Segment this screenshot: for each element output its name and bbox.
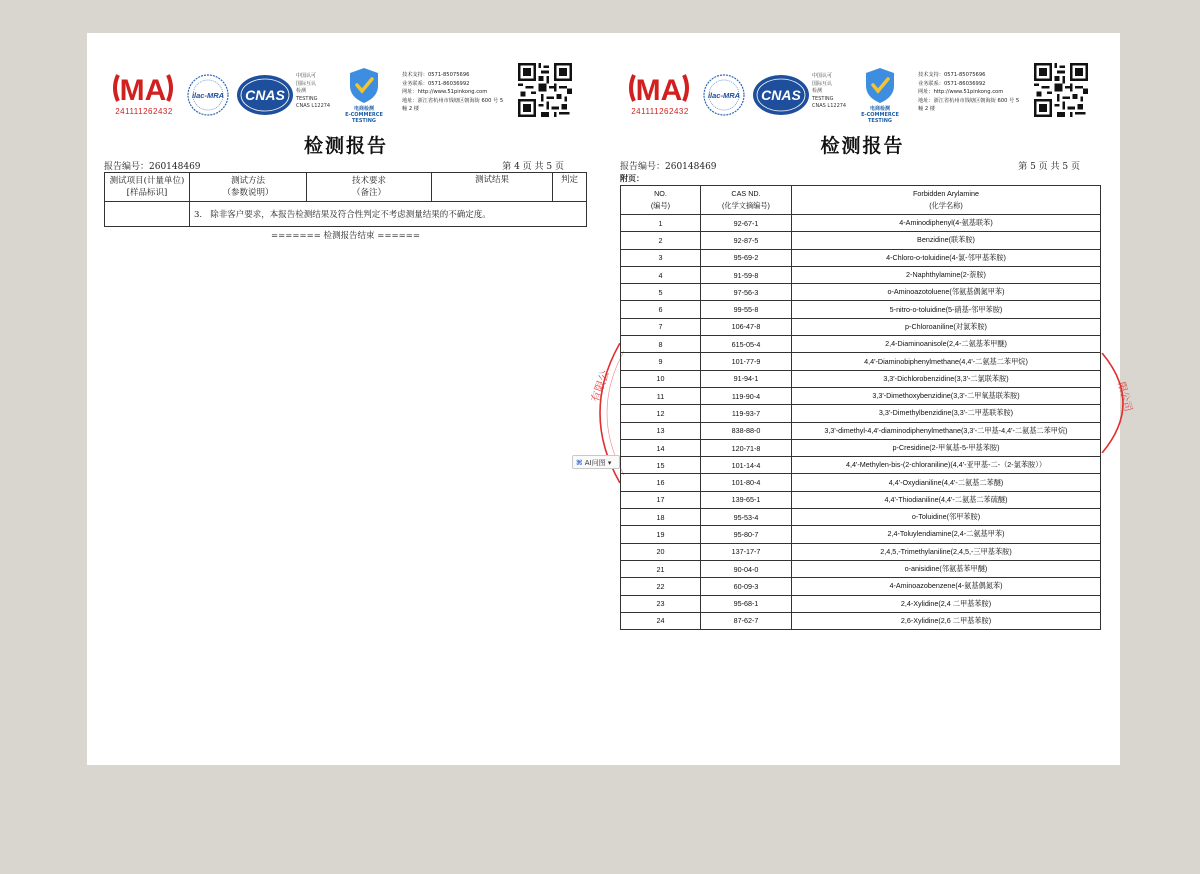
cas-number: 95-80-7 (701, 526, 792, 543)
test-results-table (104, 172, 587, 227)
table-row (621, 457, 1101, 474)
chemical-name: p-Cresidine(2-甲氧基-5-甲基苯胺) (792, 439, 1101, 456)
cnas-logo (752, 73, 810, 117)
cas-number: 91-59-8 (701, 266, 792, 283)
table-header-row (621, 186, 1101, 215)
cas-number: 95-68-1 (701, 595, 792, 612)
cma-logo (626, 71, 692, 105)
row-number: 10 (621, 370, 701, 387)
column-header: Forbidden Arylamine (化学名称) (792, 186, 1101, 215)
table-row (621, 336, 1101, 353)
cma-logo (110, 71, 176, 105)
qr-code[interactable] (1034, 63, 1088, 117)
row-number: 23 (621, 595, 701, 612)
chemical-name: 2,4-Diaminoanisole(2,4-二氨基苯甲醚) (792, 336, 1101, 353)
svg-text:限公司: 限公司 (1115, 380, 1134, 413)
ecommerce-testing-badge: 电商检测 E-COMMERCE TESTING (854, 66, 906, 118)
chemical-name: 3,3'-Dimethoxybenzidine(3,3'-二甲氧基联苯胺) (792, 387, 1101, 404)
row-number: 4 (621, 266, 701, 283)
report-header (104, 63, 588, 123)
shield-check-icon (854, 66, 906, 106)
cas-number: 106-47-8 (701, 318, 792, 335)
row-number: 22 (621, 578, 701, 595)
row-number: 21 (621, 560, 701, 577)
appendix-label: 附页： (620, 173, 644, 183)
accreditation-text: 中国认可 国际互认 检测 TESTING CNAS L12274 (296, 73, 331, 109)
cas-number: 139-65-1 (701, 491, 792, 508)
document-sheet (87, 33, 1134, 765)
table-row (621, 370, 1101, 387)
chemical-name: o-anisidine(邻氨基苯甲醚) (792, 560, 1101, 577)
cas-number: 92-67-1 (701, 215, 792, 232)
chemical-name: 4-Aminoazobenzene(4-氨基偶氮苯) (792, 578, 1101, 595)
contact-info: 技术支持：0571-85075696 业务联系：0571-86036992 网址：http://www.51pinkong.com 地址：浙江省杭州市钱塘区朝海街 600 号 5 幢 2 楼 (402, 72, 504, 113)
table-row (621, 301, 1101, 318)
cas-number: 97-56-3 (701, 284, 792, 301)
chemical-name: 4,4'-Thiodianiline(4,4'-二氨基二苯硫醚) (792, 491, 1101, 508)
row-number: 14 (621, 439, 701, 456)
cma-text: MA (635, 74, 683, 105)
report-page-4 (104, 33, 613, 765)
page-indicator: 第 4 页 共 5 页 (502, 162, 564, 172)
ecommerce-testing-badge: 电商检测 E-COMMERCE TESTING (338, 66, 390, 118)
report-page-5 (620, 33, 1134, 765)
table-row (621, 526, 1101, 543)
table-row (621, 491, 1101, 508)
chemical-name: 4-Chloro-o-toluidine(4-氯-邻甲基苯胺) (792, 249, 1101, 266)
ai-image-query-button[interactable]: ⌘ AI问图 ▾ (572, 455, 620, 469)
ai-icon: ⌘ (576, 459, 583, 467)
report-number: 报告编号：260148469 (104, 162, 201, 172)
table-row (621, 509, 1101, 526)
chemical-name: 4-Aminodiphenyl(4-氨基联苯) (792, 215, 1101, 232)
cas-number: 90-04-0 (701, 560, 792, 577)
row-number: 11 (621, 387, 701, 404)
cas-number: 92-87-5 (701, 232, 792, 249)
cas-number: 87-62-7 (701, 612, 792, 629)
table-row (621, 232, 1101, 249)
chemical-name: 2,4-Xylidine(2,4 二甲基苯胺) (792, 595, 1101, 612)
chemical-name: 2,4,5,-Trimethylaniline(2,4,5,-三甲基苯胺) (792, 543, 1101, 560)
row-number: 7 (621, 318, 701, 335)
row-number: 2 (621, 232, 701, 249)
end-of-report-mark: ======= 检测报告结束 ====== (271, 231, 420, 241)
chemical-name: o-Aminoazotoluene(邻氨基偶氮甲苯) (792, 284, 1101, 301)
cma-number: 241111262432 (631, 107, 689, 116)
column-header: 测试项目(计量单位) [样品标识] (105, 173, 190, 202)
chevron-down-icon: ▾ (607, 459, 612, 467)
table-row (621, 353, 1101, 370)
table-row (621, 215, 1101, 232)
table-row (621, 405, 1101, 422)
chemical-name: 4,4'-Oxydianiline(4,4'-二氨基二苯醚) (792, 474, 1101, 491)
cas-number: 615-05-4 (701, 336, 792, 353)
column-header: 技术要求 （备注） (307, 173, 432, 202)
row-number: 8 (621, 336, 701, 353)
seal-stamp-fragment (1100, 353, 1140, 453)
table-row (621, 249, 1101, 266)
cnas-text: CNAS (245, 87, 285, 103)
cas-number: 137-17-7 (701, 543, 792, 560)
chemical-name: 2,6-Xylidine(2,6 二甲基苯胺) (792, 612, 1101, 629)
row-number: 24 (621, 612, 701, 629)
cas-number: 120-71-8 (701, 439, 792, 456)
cas-number: 101-77-9 (701, 353, 792, 370)
cas-number: 99-55-8 (701, 301, 792, 318)
row-number: 19 (621, 526, 701, 543)
ilac-mra-logo (702, 73, 746, 117)
table-row (621, 595, 1101, 612)
chemical-name: 4,4'-Diaminobiphenylmethane(4,4'-二氨基二苯甲烷) (792, 353, 1101, 370)
forbidden-arylamine-table (620, 185, 1101, 630)
column-header: 测试结果 (432, 173, 553, 202)
table-row (621, 474, 1101, 491)
chemical-name: 3,3'-Dimethylbenzidine(3,3'-二甲基联苯胺) (792, 405, 1101, 422)
table-row (621, 266, 1101, 283)
ilac-mra-logo (186, 73, 230, 117)
table-row (621, 439, 1101, 456)
chemical-name: 4,4'-Methylen-bis-(2-chloraniline)(4,4'-亚甲基-二-（2-氯苯胺）） (792, 457, 1101, 474)
cas-number: 95-69-2 (701, 249, 792, 266)
chemical-name: Benzidine(联苯胺) (792, 232, 1101, 249)
column-header: 判定 (553, 173, 587, 202)
ilac-text: ilac-MRA (191, 91, 225, 100)
table-row (621, 387, 1101, 404)
report-title: 检测报告 (303, 135, 388, 157)
cas-number: 101-14-4 (701, 457, 792, 474)
ilac-text: ilac-MRA (707, 91, 741, 100)
row-number: 1 (621, 215, 701, 232)
uncertainty-note: 3. 除非客户要求，本报告检测结果及符合性判定不考虑测量结果的不确定度。 (190, 202, 587, 227)
page-indicator: 第 5 页 共 5 页 (1018, 162, 1080, 172)
cas-number: 119-93-7 (701, 405, 792, 422)
row-number: 5 (621, 284, 701, 301)
table-row (621, 422, 1101, 439)
accreditation-text: 中国认可 国际互认 检测 TESTING CNAS L12274 (812, 73, 847, 109)
cma-text: MA (119, 74, 167, 105)
table-row (621, 612, 1101, 629)
table-row (621, 284, 1101, 301)
table-row (621, 543, 1101, 560)
svg-text:有限公: 有限公 (588, 368, 613, 405)
report-title: 检测报告 (820, 135, 905, 157)
table-header-row (105, 173, 587, 202)
table-row (621, 560, 1101, 577)
report-number: 报告编号：260148469 (620, 162, 717, 172)
chemical-name: p-Chloroaniline(对氯苯胺) (792, 318, 1101, 335)
table-row (105, 202, 587, 227)
cnas-logo (236, 73, 294, 117)
chemical-name: 2,4-Toluylendiamine(2,4-二氨基甲苯) (792, 526, 1101, 543)
row-number: 16 (621, 474, 701, 491)
row-number: 9 (621, 353, 701, 370)
table-body (621, 215, 1101, 630)
column-header: NO. (编号) (621, 186, 701, 215)
column-header: CAS ND. (化学文摘编号) (701, 186, 792, 215)
cas-number: 95-53-4 (701, 509, 792, 526)
row-number: 6 (621, 301, 701, 318)
row-number: 13 (621, 422, 701, 439)
table-row (621, 578, 1101, 595)
cas-number: 119-90-4 (701, 387, 792, 404)
contact-info: 技术支持：0571-85075696 业务联系：0571-86036992 网址：http://www.51pinkong.com 地址：浙江省杭州市钱塘区朝海街 600 号 5 幢 2 楼 (918, 72, 1020, 113)
cnas-text: CNAS (761, 87, 801, 103)
cas-number: 838-88-0 (701, 422, 792, 439)
report-header (620, 63, 1105, 123)
cas-number: 60-09-3 (701, 578, 792, 595)
row-number: 18 (621, 509, 701, 526)
qr-code[interactable] (518, 63, 572, 117)
cma-number: 241111262432 (115, 107, 173, 116)
row-number: 17 (621, 491, 701, 508)
row-number: 20 (621, 543, 701, 560)
chemical-name: 2-Naphthylamine(2-萘胺) (792, 266, 1101, 283)
column-header: 测试方法 （参数说明） (190, 173, 307, 202)
chemical-name: 5-nitro-o-toluidine(5-硝基-邻甲苯胺) (792, 301, 1101, 318)
row-number: 3 (621, 249, 701, 266)
chemical-name: o-Toluidine(邻甲苯胺) (792, 509, 1101, 526)
chemical-name: 3,3'-Dichlorobenzidine(3,3'-二氯联苯胺) (792, 370, 1101, 387)
row-number: 15 (621, 457, 701, 474)
chemical-name: 3,3'-dimethyl-4,4'-diaminodiphenylmethane(3,3'-二甲基-4,4'-二氨基二苯甲烷) (792, 422, 1101, 439)
shield-check-icon (338, 66, 390, 106)
cas-number: 91-94-1 (701, 370, 792, 387)
table-row (621, 318, 1101, 335)
row-number: 12 (621, 405, 701, 422)
cas-number: 101-80-4 (701, 474, 792, 491)
